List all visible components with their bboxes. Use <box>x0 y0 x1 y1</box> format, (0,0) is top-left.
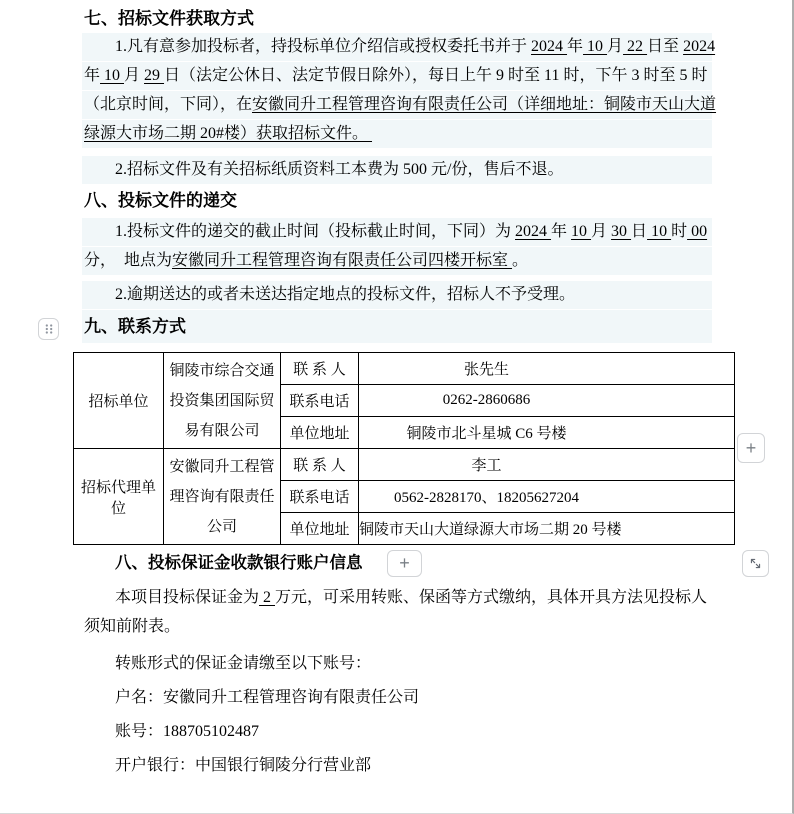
paragraph-line <box>82 718 712 746</box>
paragraph-line <box>82 91 717 119</box>
contact-table <box>73 352 735 545</box>
text-run: 转账形式的保证金请缴至以下账号： <box>115 655 372 672</box>
paragraph-line <box>82 752 712 780</box>
text-run: 。 <box>512 252 529 269</box>
role-cell: 招标代理单位 <box>74 449 164 545</box>
text-run: 月 <box>124 67 145 84</box>
text-run: 月 <box>607 38 624 55</box>
text-run: 须知前附表。 <box>84 618 181 635</box>
plus-icon: + <box>399 553 410 573</box>
label-cell: 单位地址 <box>281 513 359 545</box>
paragraph-line <box>82 684 712 712</box>
underlined-text: 安徽同升工程管理咨询有限责任公司（详细地址：铜陵市天山大道 <box>252 96 717 113</box>
add-row-button[interactable] <box>387 550 422 577</box>
label-cell: 单位地址 <box>281 417 359 449</box>
role-cell: 招标单位 <box>74 353 164 449</box>
underlined-text: 10 <box>647 223 672 240</box>
paragraph-line <box>82 218 712 246</box>
underlined-text: 2024 <box>515 223 552 240</box>
text-run: 年 <box>551 223 572 240</box>
label-cell: 联系电话 <box>281 385 359 417</box>
paragraph-line <box>82 33 716 61</box>
value-cell: 0562-2828170、18205627204 <box>359 481 735 513</box>
underlined-text: 2024 <box>531 38 568 55</box>
paragraph-line <box>82 613 712 641</box>
text-run: 1.投标文件的递交的截止时间（投标截止时间，下同）为 <box>115 223 516 240</box>
section-heading-7: 七、招标文件获取方式 <box>84 9 254 28</box>
text-run: 账号：188705102487 <box>115 723 260 740</box>
text-run: 年 <box>84 67 101 84</box>
add-column-button[interactable] <box>737 433 765 463</box>
section-heading-9: 九、联系方式 <box>82 310 712 343</box>
underlined-text: 29 <box>144 67 165 84</box>
underlined-text: 10 <box>571 223 592 240</box>
section-heading-8: 八、投标文件的递交 <box>84 191 237 210</box>
underlined-text: 绿源大市场二期 20#楼）获取招标文件。 <box>84 125 373 142</box>
table-row <box>74 353 735 385</box>
text-run: 2.逾期送达的或者未送达指定地点的投标文件，招标人不予受理。 <box>115 286 576 303</box>
underlined-text: 安徽同升工程管理咨询有限责任公司四楼开标室 <box>172 252 513 269</box>
text-run: 日（法定公休日、法定节假日除外），每日上午 9 时至 11 时，下午 3 时至 5 时 <box>164 67 708 84</box>
text-run: 户名：安徽同升工程管理咨询有限责任公司 <box>115 689 420 706</box>
underlined-text: 2 <box>259 589 276 606</box>
plus-icon: + <box>745 437 757 458</box>
underlined-text: 10 <box>100 67 125 84</box>
underlined-text: 2024 <box>683 38 716 55</box>
table-expand-button[interactable] <box>742 550 769 577</box>
table-row <box>74 449 735 481</box>
underlined-text: 22 <box>623 38 648 55</box>
paragraph-line <box>82 281 712 309</box>
label-cell: 联 系 人 <box>281 353 359 385</box>
drag-handle-icon <box>42 322 56 336</box>
paragraph-line <box>82 156 712 184</box>
value-cell: 0262-2860686 <box>359 385 735 417</box>
text-run: （北京时间，下同），在 <box>84 96 253 113</box>
org-cell: 安徽同升工程管理咨询有限责任公司 <box>164 449 281 545</box>
underlined-text: 30 <box>611 223 632 240</box>
underlined-text: 10 <box>583 38 608 55</box>
paragraph-line <box>82 247 712 275</box>
value-cell: 铜陵市天山大道绿源大市场二期 20 号楼 <box>359 513 735 545</box>
text-run: 年 <box>567 38 584 55</box>
expand-icon <box>749 557 762 570</box>
text-run: 月 <box>591 223 612 240</box>
text-run: 本项目投标保证金为 <box>115 589 260 606</box>
block-drag-handle[interactable] <box>38 318 59 340</box>
text-run: 日 <box>631 223 648 240</box>
paragraph-line <box>82 62 712 90</box>
label-cell: 联 系 人 <box>281 449 359 481</box>
text-run: 日至 <box>647 38 684 55</box>
underlined-text: 00 <box>687 223 708 240</box>
value-cell: 李工 <box>359 449 735 481</box>
text-run: 时 <box>671 223 688 240</box>
section-heading-deposit: 八、投标保证金收款银行账户信息 <box>115 553 363 572</box>
paragraph-line <box>82 650 712 678</box>
text-run: 分， 地点为 <box>84 252 173 269</box>
text-run: 2.招标文件及有关招标纸质资料工本费为 500 元/份，售后不退。 <box>115 161 564 178</box>
text-run: 开户银行：中国银行铜陵分行营业部 <box>115 757 372 774</box>
value-cell: 张先生 <box>359 353 735 385</box>
org-cell: 铜陵市综合交通投资集团国际贸易有限公司 <box>164 353 281 449</box>
paragraph-line <box>82 584 712 612</box>
value-cell: 铜陵市北斗星城 C6 号楼 <box>359 417 735 449</box>
text-run: 万元，可采用转账、保函等方式缴纳，具体开具方法见投标人 <box>275 589 708 606</box>
paragraph-line <box>82 120 712 148</box>
label-cell: 联系电话 <box>281 481 359 513</box>
text-run: 1.凡有意参加投标者，持投标单位介绍信或授权委托书并于 <box>115 38 532 55</box>
